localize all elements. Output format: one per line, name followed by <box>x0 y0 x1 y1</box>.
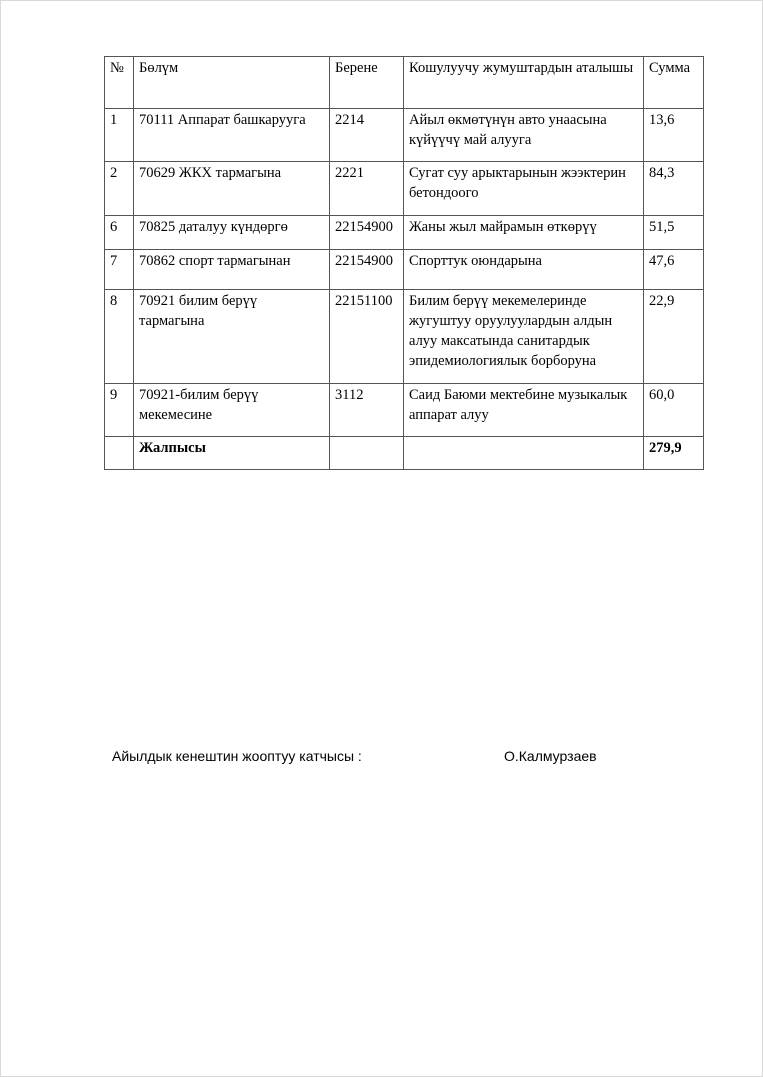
cell-work-name: Айыл өкмөтүнүн авто унаасына күйүүчү май алууга <box>404 109 644 162</box>
cell-work-name: Саид Баюми мектебине музыкалык аппарат алуу <box>404 384 644 437</box>
table-row <box>105 384 704 437</box>
cell-department: 70825 даталуу күндөргө <box>134 216 330 250</box>
cell-code: 22151100 <box>330 290 404 384</box>
cell-amount: 60,0 <box>644 384 704 437</box>
cell-work-name: Билим берүү мекемелеринде жугуштуу оруулуулардын алдын алуу максатында санитардык эпидемиологиялык борборуна <box>404 290 644 384</box>
table-row <box>105 162 704 216</box>
cell-code: 3112 <box>330 384 404 437</box>
signatory-name: О.Калмурзаев <box>504 748 597 764</box>
cell-number: 1 <box>105 109 134 162</box>
cell-number: 7 <box>105 250 134 290</box>
table-row <box>105 250 704 290</box>
cell-code: 22154900 <box>330 216 404 250</box>
cell-amount: 13,6 <box>644 109 704 162</box>
header-code: Берене <box>330 57 404 109</box>
budget-table <box>104 56 704 470</box>
header-department: Бөлүм <box>134 57 330 109</box>
cell-work-name: Сугат суу арыктарынын жээктерин бетондоого <box>404 162 644 216</box>
cell-department: 70629 ЖКХ тармагына <box>134 162 330 216</box>
header-work-name: Кошулуучу жумуштардын аталышы <box>404 57 644 109</box>
signatory-role: Айылдык кенештин жооптуу катчысы : <box>112 748 362 764</box>
cell-number: 9 <box>105 384 134 437</box>
cell-amount: 84,3 <box>644 162 704 216</box>
cell-number: 6 <box>105 216 134 250</box>
cell-department: 70111 Аппарат башкарууга <box>134 109 330 162</box>
cell-code: 22154900 <box>330 250 404 290</box>
cell-code: 2221 <box>330 162 404 216</box>
cell-amount: 47,6 <box>644 250 704 290</box>
cell-number: 2 <box>105 162 134 216</box>
cell-amount: 51,5 <box>644 216 704 250</box>
cell-amount: 22,9 <box>644 290 704 384</box>
cell-work-name: Жаны жыл майрамын өткөрүү <box>404 216 644 250</box>
total-empty-cell <box>404 437 644 470</box>
total-empty-cell <box>105 437 134 470</box>
table-row <box>105 290 704 384</box>
cell-department: 70921 билим берүү тармагына <box>134 290 330 384</box>
cell-department: 70921-билим берүү мекемесине <box>134 384 330 437</box>
total-label: Жалпысы <box>134 437 330 470</box>
cell-code: 2214 <box>330 109 404 162</box>
table-row <box>105 109 704 162</box>
cell-number: 8 <box>105 290 134 384</box>
total-value: 279,9 <box>644 437 704 470</box>
cell-department: 70862 спорт тармагынан <box>134 250 330 290</box>
table-header-row <box>105 57 704 109</box>
table-row <box>105 216 704 250</box>
total-row <box>105 437 704 470</box>
header-number: № <box>105 57 134 109</box>
cell-work-name: Спорттук оюндарына <box>404 250 644 290</box>
total-empty-cell <box>330 437 404 470</box>
header-amount: Сумма <box>644 57 704 109</box>
